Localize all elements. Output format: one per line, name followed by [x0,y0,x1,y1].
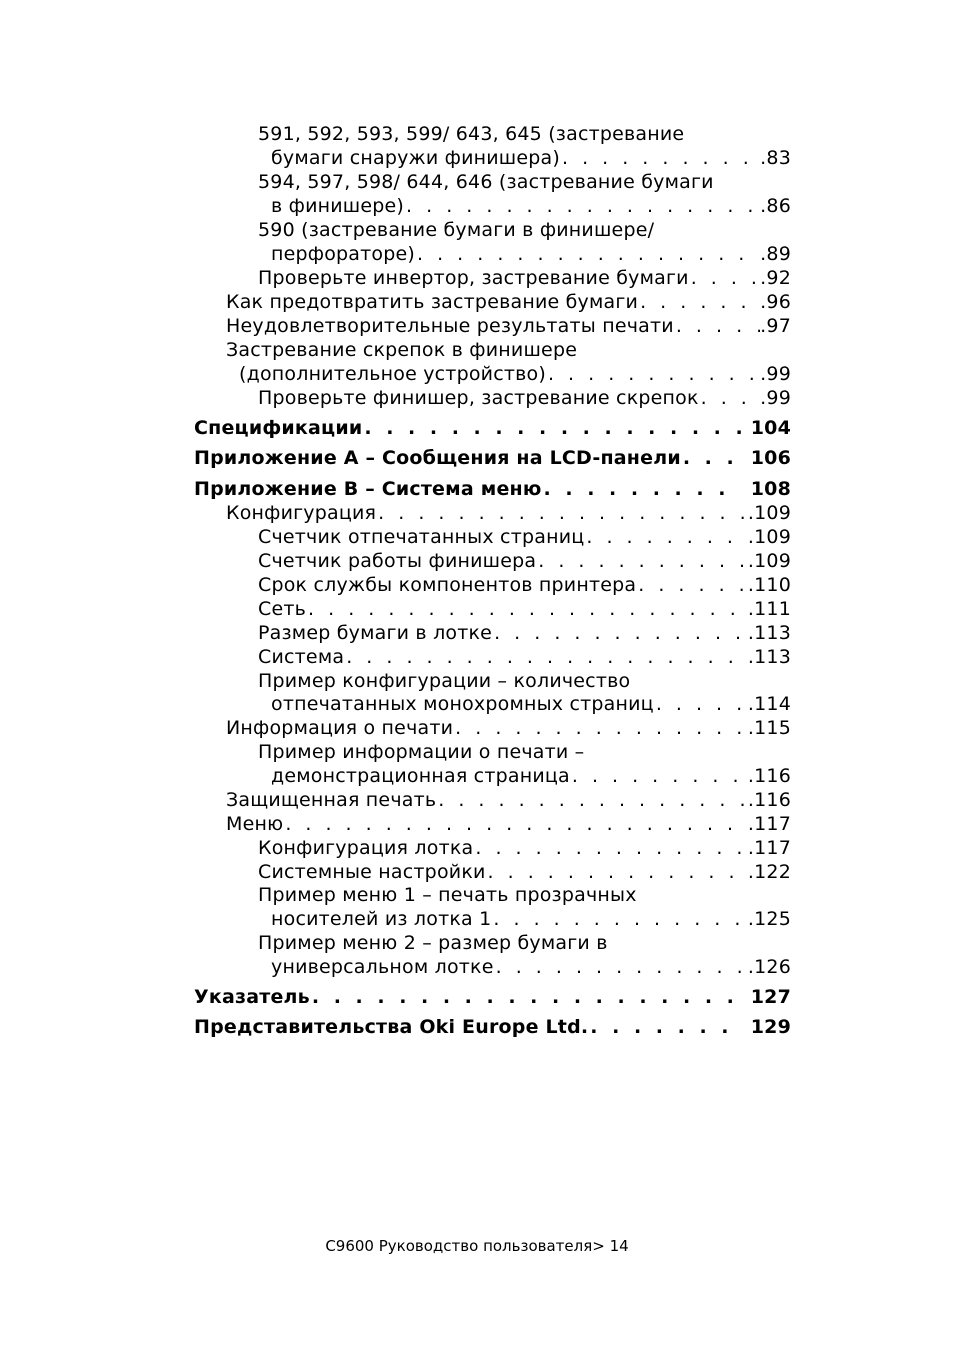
toc-entry[interactable] [271,955,791,979]
toc-page-number: .117 [747,813,791,835]
toc-entry[interactable] [226,314,791,338]
toc-page-number: 104 [750,417,791,439]
toc-page-number: .117 [747,837,791,859]
toc-entry-text: Счетчик отпечатанных страниц [258,526,585,548]
toc-page-number: .116 [747,765,791,787]
toc-entry[interactable] [271,907,791,931]
toc-entry[interactable] [226,788,791,812]
dot-leader [404,194,760,218]
toc-entry[interactable] [258,597,791,621]
dot-leader [494,955,748,979]
dot-leader [638,290,760,314]
toc-entry-text: Конфигурация [226,502,377,524]
dot-leader [473,836,748,860]
dot-leader [310,985,741,1009]
dot-leader [546,362,760,386]
toc-entry-text: Как предотвратить застревание бумаги [226,291,639,313]
dot-leader [344,645,748,669]
toc-chapter[interactable] [194,477,791,501]
toc-entry-text: Срок службы компонентов принтера [258,574,637,596]
dot-leader [536,549,748,573]
toc-page-number: 127 [750,986,791,1008]
toc-entry-text: 591, 592, 593, 599/ 643, 645 (застревание [258,123,685,145]
toc-entry-text: Пример информации о печати – [258,741,585,763]
toc-entry[interactable] [258,525,791,549]
toc-entry[interactable] [258,860,791,884]
toc-entry-text: Проверьте инвертор, застревание бумаги [258,267,689,289]
toc-entry-text: Счетчик работы финишера [258,550,537,572]
toc-entry[interactable] [258,621,791,645]
toc-entry-text: Пример меню 2 – размер бумаги в [258,932,608,954]
toc-entry-text: Конфигурация лотка [258,837,474,859]
toc-chapter-title: Приложение A – Сообщения на LCD-панели [194,447,681,469]
toc-chapter[interactable] [194,985,791,1009]
toc-entry[interactable] [239,362,791,386]
toc-entry[interactable] [271,194,791,218]
toc-entry-text: Система [258,646,345,668]
toc-entry-text: Пример конфигурации – количество [258,670,631,692]
toc-entry[interactable] [226,812,791,836]
dot-leader [436,788,748,812]
toc-entry-text: Системные настройки [258,861,486,883]
toc-entry-text: Информация о печати [226,717,454,739]
toc-entry-text: Застревание скрепок в финишере [226,339,578,361]
toc-page-number: .109 [747,526,791,548]
toc-entry[interactable] [258,386,791,410]
toc-entry[interactable] [271,692,791,716]
toc-entry-text: Неудовлетворительные результаты печати [226,315,674,337]
toc-entry[interactable] [258,573,791,597]
toc-entry[interactable] [258,836,791,860]
toc-entry[interactable] [226,501,791,525]
toc-entry-text: универсальном лотке [271,956,494,978]
toc-chapter-title: Приложение B – Система меню [194,478,542,500]
page-footer: C9600 Руководство пользователя> 14 [325,1237,629,1255]
toc-entry[interactable] [226,290,791,314]
toc-entry-text: 590 (застревание бумаги в финишере/ [258,219,655,241]
dot-leader [654,692,748,716]
dot-leader [560,146,760,170]
toc-entry-text: перфораторе) [271,243,416,265]
toc-entry-text: носителей из лотка 1 [271,908,492,930]
dot-leader [376,501,748,525]
toc-entry[interactable] [226,716,791,740]
dot-leader [492,621,748,645]
toc-entry-text: 594, 597, 598/ 644, 646 (застревание бумаги [258,171,714,193]
dot-leader [542,477,741,501]
toc-entry-text: (дополнительное устройство) [239,363,546,385]
toc-page-number: .89 [760,243,791,265]
toc-entry-text: Сеть [258,598,307,620]
toc-chapter-title: Спецификации [194,417,363,439]
toc-entry[interactable] [258,645,791,669]
toc-page-number: .126 [747,956,791,978]
toc-chapter[interactable] [194,416,791,440]
dot-leader [283,812,748,836]
toc-entry[interactable] [271,764,791,788]
toc-entry[interactable] [271,146,791,170]
toc-chapter[interactable] [194,1015,791,1039]
toc-entry-text: Меню [226,813,284,835]
dot-leader [491,907,747,931]
toc-page-number: .116 [747,789,791,811]
toc-entry-text: Пример меню 1 – печать прозрачных [258,884,637,906]
toc-entry-text: Проверьте финишер, застревание скрепок [258,387,699,409]
dot-leader [415,242,760,266]
toc-page-number: .99 [760,363,791,385]
toc-page-number: .125 [747,908,791,930]
toc-entry-text: бумаги снаружи финишера) [271,147,560,169]
toc-page-number: .114 [747,693,791,715]
toc-page-number: .109 [747,550,791,572]
toc-entry-text: демонстрационная страница [271,765,570,787]
toc-page-number: 129 [750,1016,791,1038]
toc-page-number: 106 [750,447,791,469]
dot-leader [362,416,740,440]
dot-leader [584,525,748,549]
toc-page-number: .115 [747,717,791,739]
toc-chapter-title: Представительства Oki Europe Ltd. [194,1016,589,1038]
toc-entry-text: отпечатанных монохромных страниц [271,693,654,715]
toc-entry[interactable] [258,549,791,573]
toc-page-number: .83 [760,147,791,169]
toc-page-number: 108 [750,478,791,500]
dot-leader [699,386,761,410]
toc-page-number: .97 [760,315,791,337]
toc-page-number: .113 [747,646,791,668]
toc-entry-text: Защищенная печать [226,789,437,811]
dot-leader [453,716,748,740]
dot-leader [306,597,748,621]
toc-page-number: .110 [747,574,791,596]
toc-chapter[interactable] [194,446,791,470]
toc-page-number: .96 [760,291,791,313]
dot-leader [570,764,748,788]
toc-page-number: .122 [747,861,791,883]
dot-leader [689,266,760,290]
dot-leader [486,860,748,884]
toc-page-number: .111 [747,598,791,620]
dot-leader [681,446,741,470]
toc-entry[interactable] [258,266,791,290]
toc-entry[interactable] [271,242,791,266]
toc-entry-text: в финишере) [271,195,405,217]
dot-leader [674,314,760,338]
toc-page-number: .109 [747,502,791,524]
dot-leader [588,1015,740,1039]
toc-entry-text: Размер бумаги в лотке [258,622,493,644]
toc-page-number: .86 [760,195,791,217]
dot-leader [636,573,748,597]
toc-page-number: .92 [760,267,791,289]
toc-page-number: .99 [760,387,791,409]
toc-chapter-title: Указатель [194,986,310,1008]
toc-page-number: .113 [747,622,791,644]
